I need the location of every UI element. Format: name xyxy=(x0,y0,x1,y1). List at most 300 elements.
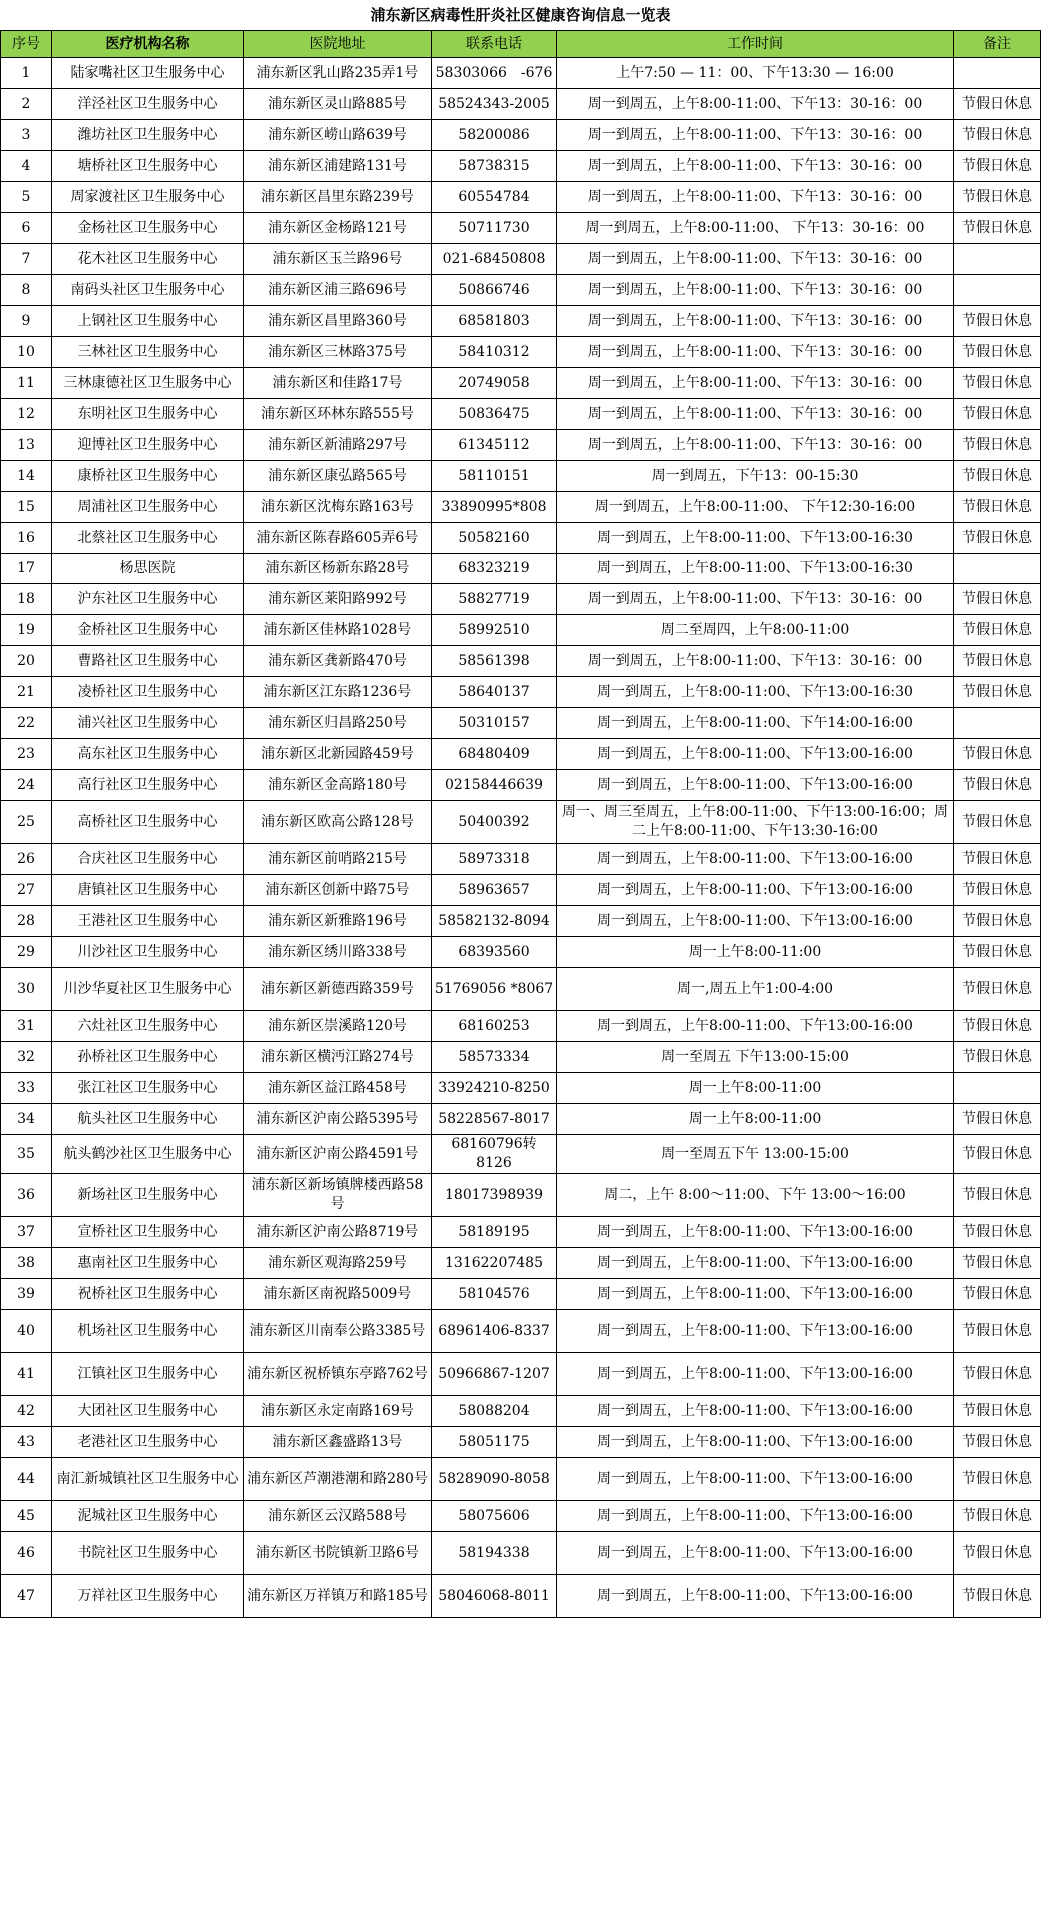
cell-remarks xyxy=(954,708,1041,739)
cell-hours: 周一到周五，上午8:00-11:00、下午13:00-16:00 xyxy=(557,1396,954,1427)
cell-address: 浦东新区三林路375号 xyxy=(244,337,432,368)
table-row xyxy=(1,58,1041,89)
cell-address: 浦东新区新雅路196号 xyxy=(244,906,432,937)
cell-address: 浦东新区沪南公路4591号 xyxy=(244,1135,432,1174)
table-row xyxy=(1,875,1041,906)
cell-index: 43 xyxy=(1,1427,52,1458)
cell-phone: 50310157 xyxy=(432,708,557,739)
cell-phone: 13162207485 xyxy=(432,1248,557,1279)
table-row xyxy=(1,584,1041,615)
cell-remarks: 节假日休息 xyxy=(954,1310,1041,1353)
cell-institution: 万祥社区卫生服务中心 xyxy=(52,1575,244,1618)
cell-remarks: 节假日休息 xyxy=(954,937,1041,968)
table-body xyxy=(1,58,1041,1618)
cell-address: 浦东新区沪南公路5395号 xyxy=(244,1104,432,1135)
table-row xyxy=(1,615,1041,646)
cell-hours: 周一,周五上午1:00-4:00 xyxy=(557,968,954,1011)
cell-institution: 高东社区卫生服务中心 xyxy=(52,739,244,770)
cell-institution: 祝桥社区卫生服务中心 xyxy=(52,1279,244,1310)
cell-hours: 周一上午8:00-11:00 xyxy=(557,1104,954,1135)
cell-index: 30 xyxy=(1,968,52,1011)
table-row xyxy=(1,1073,1041,1104)
cell-institution: 书院社区卫生服务中心 xyxy=(52,1532,244,1575)
cell-phone: 33924210-8250 xyxy=(432,1073,557,1104)
cell-remarks: 节假日休息 xyxy=(954,89,1041,120)
table-row xyxy=(1,1501,1041,1532)
cell-hours: 周一到周五，上午8:00-11:00、下午13:00-16:00 xyxy=(557,770,954,801)
cell-address: 浦东新区万祥镇万和路185号 xyxy=(244,1575,432,1618)
cell-remarks: 节假日休息 xyxy=(954,801,1041,844)
cell-index: 10 xyxy=(1,337,52,368)
cell-hours: 周一到周五，上午8:00-11:00、 下午13：30-16：00 xyxy=(557,213,954,244)
table-row xyxy=(1,1279,1041,1310)
cell-remarks: 节假日休息 xyxy=(954,523,1041,554)
cell-institution: 三林社区卫生服务中心 xyxy=(52,337,244,368)
cell-hours: 周一到周五，下午13：00-15:30 xyxy=(557,461,954,492)
cell-address: 浦东新区浦三路696号 xyxy=(244,275,432,306)
cell-index: 46 xyxy=(1,1532,52,1575)
cell-remarks: 节假日休息 xyxy=(954,182,1041,213)
cell-institution: 沪东社区卫生服务中心 xyxy=(52,584,244,615)
cell-address: 浦东新区川南奉公路3385号 xyxy=(244,1310,432,1353)
cell-hours: 周一到周五，上午8:00-11:00、下午13：30-16：00 xyxy=(557,337,954,368)
cell-index: 21 xyxy=(1,677,52,708)
cell-hours: 周一到周五，上午8:00-11:00、下午13:00-16:00 xyxy=(557,1217,954,1248)
header-address: 医院地址 xyxy=(244,31,432,58)
table-row xyxy=(1,1104,1041,1135)
cell-phone: 58827719 xyxy=(432,584,557,615)
cell-index: 26 xyxy=(1,844,52,875)
clinic-table xyxy=(0,30,1041,1618)
table-row xyxy=(1,1458,1041,1501)
cell-institution: 北蔡社区卫生服务中心 xyxy=(52,523,244,554)
cell-phone: 58051175 xyxy=(432,1427,557,1458)
cell-institution: 金杨社区卫生服务中心 xyxy=(52,213,244,244)
cell-hours: 周一到周五，上午8:00-11:00、下午13：30-16：00 xyxy=(557,584,954,615)
cell-address: 浦东新区南祝路5009号 xyxy=(244,1279,432,1310)
cell-hours: 周一到周五，上午8:00-11:00、下午14:00-16:00 xyxy=(557,708,954,739)
cell-address: 浦东新区益江路458号 xyxy=(244,1073,432,1104)
cell-remarks: 节假日休息 xyxy=(954,1174,1041,1217)
cell-phone: 50400392 xyxy=(432,801,557,844)
cell-address: 浦东新区归昌路250号 xyxy=(244,708,432,739)
cell-hours: 周一到周五，上午8:00-11:00、下午13：30-16：00 xyxy=(557,306,954,337)
cell-hours: 周一到周五，上午8:00-11:00、下午13：30-16：00 xyxy=(557,646,954,677)
cell-index: 34 xyxy=(1,1104,52,1135)
cell-hours: 周一到周五，上午8:00-11:00、下午13:00-16:00 xyxy=(557,1279,954,1310)
cell-address: 浦东新区灵山路885号 xyxy=(244,89,432,120)
cell-phone: 58104576 xyxy=(432,1279,557,1310)
cell-address: 浦东新区金杨路121号 xyxy=(244,213,432,244)
table-row xyxy=(1,1310,1041,1353)
cell-address: 浦东新区沪南公路8719号 xyxy=(244,1217,432,1248)
cell-address: 浦东新区浦建路131号 xyxy=(244,151,432,182)
cell-institution: 江镇社区卫生服务中心 xyxy=(52,1353,244,1396)
cell-hours: 周一到周五，上午8:00-11:00、下午13：30-16：00 xyxy=(557,399,954,430)
cell-remarks: 节假日休息 xyxy=(954,337,1041,368)
cell-institution: 老港社区卫生服务中心 xyxy=(52,1427,244,1458)
cell-address: 浦东新区创新中路75号 xyxy=(244,875,432,906)
cell-index: 37 xyxy=(1,1217,52,1248)
cell-hours: 周一到周五，上午8:00-11:00、下午13:00-16:00 xyxy=(557,1248,954,1279)
cell-address: 浦东新区新浦路297号 xyxy=(244,430,432,461)
cell-institution: 南汇新城镇社区卫生服务中心 xyxy=(52,1458,244,1501)
cell-address: 浦东新区佳林路1028号 xyxy=(244,615,432,646)
table-row xyxy=(1,89,1041,120)
cell-index: 47 xyxy=(1,1575,52,1618)
cell-index: 7 xyxy=(1,244,52,275)
cell-phone: 58194338 xyxy=(432,1532,557,1575)
cell-remarks: 节假日休息 xyxy=(954,1217,1041,1248)
cell-phone: 68160796转8126 xyxy=(432,1135,557,1174)
cell-institution: 花木社区卫生服务中心 xyxy=(52,244,244,275)
cell-address: 浦东新区新场镇牌楼西路58号 xyxy=(244,1174,432,1217)
cell-phone: 58410312 xyxy=(432,337,557,368)
cell-index: 44 xyxy=(1,1458,52,1501)
cell-phone: 58110151 xyxy=(432,461,557,492)
cell-institution: 机场社区卫生服务中心 xyxy=(52,1310,244,1353)
cell-index: 4 xyxy=(1,151,52,182)
cell-phone: 58582132-8094 xyxy=(432,906,557,937)
table-row xyxy=(1,801,1041,844)
table-row xyxy=(1,1532,1041,1575)
cell-remarks: 节假日休息 xyxy=(954,968,1041,1011)
cell-address: 浦东新区沈梅东路163号 xyxy=(244,492,432,523)
cell-remarks: 节假日休息 xyxy=(954,461,1041,492)
cell-phone: 58046068-8011 xyxy=(432,1575,557,1618)
header-phone: 联系电话 xyxy=(432,31,557,58)
cell-index: 6 xyxy=(1,213,52,244)
cell-hours: 周一到周五，上午8:00-11:00、下午13：30-16：00 xyxy=(557,275,954,306)
cell-institution: 周浦社区卫生服务中心 xyxy=(52,492,244,523)
cell-hours: 周一到周五，上午8:00-11:00、下午13：30-16：00 xyxy=(557,151,954,182)
cell-institution: 孙桥社区卫生服务中心 xyxy=(52,1042,244,1073)
table-header-row xyxy=(1,31,1041,58)
cell-hours: 周一到周五，上午8:00-11:00、下午13:00-16:00 xyxy=(557,1427,954,1458)
cell-phone: 58303066 -676 xyxy=(432,58,557,89)
cell-phone: 68581803 xyxy=(432,306,557,337)
cell-hours: 周一到周五，上午8:00-11:00、下午13:00-16:00 xyxy=(557,844,954,875)
cell-phone: 61345112 xyxy=(432,430,557,461)
cell-index: 25 xyxy=(1,801,52,844)
table-row xyxy=(1,430,1041,461)
cell-remarks: 节假日休息 xyxy=(954,646,1041,677)
cell-hours: 周一到周五，上午8:00-11:00、下午13:00-16:00 xyxy=(557,1501,954,1532)
table-row xyxy=(1,1248,1041,1279)
cell-remarks: 节假日休息 xyxy=(954,1396,1041,1427)
table-row xyxy=(1,646,1041,677)
cell-index: 23 xyxy=(1,739,52,770)
table-row xyxy=(1,770,1041,801)
cell-address: 浦东新区前哨路215号 xyxy=(244,844,432,875)
table-row xyxy=(1,1174,1041,1217)
cell-address: 浦东新区康弘路565号 xyxy=(244,461,432,492)
table-row xyxy=(1,1042,1041,1073)
table-row xyxy=(1,844,1041,875)
cell-index: 16 xyxy=(1,523,52,554)
cell-address: 浦东新区观海路259号 xyxy=(244,1248,432,1279)
cell-institution: 航头社区卫生服务中心 xyxy=(52,1104,244,1135)
cell-remarks: 节假日休息 xyxy=(954,875,1041,906)
cell-index: 32 xyxy=(1,1042,52,1073)
cell-remarks: 节假日休息 xyxy=(954,844,1041,875)
header-institution: 医疗机构名称 xyxy=(52,31,244,58)
cell-institution: 川沙华夏社区卫生服务中心 xyxy=(52,968,244,1011)
cell-index: 33 xyxy=(1,1073,52,1104)
cell-remarks: 节假日休息 xyxy=(954,1501,1041,1532)
cell-phone: 58200086 xyxy=(432,120,557,151)
cell-institution: 宣桥社区卫生服务中心 xyxy=(52,1217,244,1248)
cell-institution: 航头鹤沙社区卫生服务中心 xyxy=(52,1135,244,1174)
cell-address: 浦东新区杨新东路28号 xyxy=(244,554,432,584)
cell-index: 39 xyxy=(1,1279,52,1310)
cell-hours: 周一到周五，上午8:00-11:00、下午13:00-16:00 xyxy=(557,1353,954,1396)
cell-remarks: 节假日休息 xyxy=(954,213,1041,244)
table-row xyxy=(1,120,1041,151)
cell-institution: 大团社区卫生服务中心 xyxy=(52,1396,244,1427)
table-row xyxy=(1,1011,1041,1042)
table-row xyxy=(1,213,1041,244)
cell-hours: 周一到周五，上午8:00-11:00、下午13：30-16：00 xyxy=(557,368,954,399)
table-row xyxy=(1,937,1041,968)
cell-institution: 高行社区卫生服务中心 xyxy=(52,770,244,801)
cell-phone: 20749058 xyxy=(432,368,557,399)
cell-remarks xyxy=(954,1073,1041,1104)
cell-institution: 潍坊社区卫生服务中心 xyxy=(52,120,244,151)
table-row xyxy=(1,275,1041,306)
cell-institution: 唐镇社区卫生服务中心 xyxy=(52,875,244,906)
cell-phone: 68323219 xyxy=(432,554,557,584)
cell-index: 45 xyxy=(1,1501,52,1532)
cell-remarks: 节假日休息 xyxy=(954,1011,1041,1042)
cell-phone: 58738315 xyxy=(432,151,557,182)
cell-index: 1 xyxy=(1,58,52,89)
cell-remarks: 节假日休息 xyxy=(954,739,1041,770)
table-row xyxy=(1,1135,1041,1174)
table-row xyxy=(1,306,1041,337)
cell-institution: 川沙社区卫生服务中心 xyxy=(52,937,244,968)
table-row xyxy=(1,337,1041,368)
cell-phone: 58524343-2005 xyxy=(432,89,557,120)
cell-institution: 东明社区卫生服务中心 xyxy=(52,399,244,430)
cell-institution: 南码头社区卫生服务中心 xyxy=(52,275,244,306)
cell-hours: 周一到周五，上午8:00-11:00、下午13:00-16:00 xyxy=(557,1575,954,1618)
cell-address: 浦东新区欧高公路128号 xyxy=(244,801,432,844)
cell-address: 浦东新区和佳路17号 xyxy=(244,368,432,399)
cell-index: 14 xyxy=(1,461,52,492)
cell-remarks: 节假日休息 xyxy=(954,151,1041,182)
cell-remarks: 节假日休息 xyxy=(954,906,1041,937)
table-row xyxy=(1,399,1041,430)
cell-remarks: 节假日休息 xyxy=(954,1135,1041,1174)
cell-institution: 凌桥社区卫生服务中心 xyxy=(52,677,244,708)
cell-index: 17 xyxy=(1,554,52,584)
cell-remarks: 节假日休息 xyxy=(954,1279,1041,1310)
cell-phone: 58573334 xyxy=(432,1042,557,1073)
cell-index: 29 xyxy=(1,937,52,968)
cell-address: 浦东新区崇溪路120号 xyxy=(244,1011,432,1042)
header-index: 序号 xyxy=(1,31,52,58)
cell-index: 11 xyxy=(1,368,52,399)
cell-address: 浦东新区云汉路588号 xyxy=(244,1501,432,1532)
table-row xyxy=(1,677,1041,708)
cell-hours: 周二至周四，上午8:00-11:00 xyxy=(557,615,954,646)
cell-institution: 泥城社区卫生服务中心 xyxy=(52,1501,244,1532)
table-row xyxy=(1,182,1041,213)
cell-institution: 杨思医院 xyxy=(52,554,244,584)
cell-address: 浦东新区昌里东路239号 xyxy=(244,182,432,213)
cell-phone: 58075606 xyxy=(432,1501,557,1532)
table-row xyxy=(1,906,1041,937)
cell-hours: 周二，上午 8:00～11:00、下午 13:00～16:00 xyxy=(557,1174,954,1217)
page-title: 浦东新区病毒性肝炎社区健康咨询信息一览表 xyxy=(370,6,671,24)
table-row xyxy=(1,244,1041,275)
cell-phone: 33890995*808 xyxy=(432,492,557,523)
cell-remarks: 节假日休息 xyxy=(954,1575,1041,1618)
cell-address: 浦东新区芦潮港潮和路280号 xyxy=(244,1458,432,1501)
cell-institution: 高桥社区卫生服务中心 xyxy=(52,801,244,844)
cell-institution: 浦兴社区卫生服务中心 xyxy=(52,708,244,739)
cell-remarks: 节假日休息 xyxy=(954,306,1041,337)
cell-index: 2 xyxy=(1,89,52,120)
cell-institution: 三林康德社区卫生服务中心 xyxy=(52,368,244,399)
cell-address: 浦东新区永定南路169号 xyxy=(244,1396,432,1427)
cell-index: 18 xyxy=(1,584,52,615)
cell-hours: 周一、周三至周五，上午8:00-11:00、下午13:00-16:00；周二上午8:00-11:00、下午13:30-16:00 xyxy=(557,801,954,844)
cell-institution: 惠南社区卫生服务中心 xyxy=(52,1248,244,1279)
cell-remarks: 节假日休息 xyxy=(954,1353,1041,1396)
cell-hours: 周一上午8:00-11:00 xyxy=(557,937,954,968)
cell-hours: 周一到周五，上午8:00-11:00、下午13:00-16:30 xyxy=(557,523,954,554)
cell-phone: 58561398 xyxy=(432,646,557,677)
cell-phone: 58088204 xyxy=(432,1396,557,1427)
table-row xyxy=(1,1427,1041,1458)
cell-hours: 周一到周五，上午8:00-11:00、下午13：30-16：00 xyxy=(557,430,954,461)
cell-phone: 50836475 xyxy=(432,399,557,430)
table-row xyxy=(1,1217,1041,1248)
cell-hours: 周一到周五，上午8:00-11:00、下午13:00-16:00 xyxy=(557,1532,954,1575)
cell-index: 19 xyxy=(1,615,52,646)
table-row xyxy=(1,1575,1041,1618)
cell-index: 36 xyxy=(1,1174,52,1217)
table-row xyxy=(1,554,1041,584)
cell-address: 浦东新区环林东路555号 xyxy=(244,399,432,430)
cell-index: 28 xyxy=(1,906,52,937)
cell-index: 27 xyxy=(1,875,52,906)
cell-hours: 周一到周五，上午8:00-11:00、下午13:00-16:00 xyxy=(557,739,954,770)
header-hours: 工作时间 xyxy=(557,31,954,58)
cell-phone: 50711730 xyxy=(432,213,557,244)
table-row xyxy=(1,739,1041,770)
cell-hours: 周一到周五，上午8:00-11:00、下午13:00-16:30 xyxy=(557,554,954,584)
cell-hours: 周一到周五，上午8:00-11:00、下午13:00-16:00 xyxy=(557,875,954,906)
cell-hours: 周一到周五，上午8:00-11:00、下午13:00-16:30 xyxy=(557,677,954,708)
cell-institution: 新场社区卫生服务中心 xyxy=(52,1174,244,1217)
cell-hours: 周一到周五，上午8:00-11:00、 下午12:30-16:00 xyxy=(557,492,954,523)
cell-address: 浦东新区乳山路235弄1号 xyxy=(244,58,432,89)
cell-remarks: 节假日休息 xyxy=(954,615,1041,646)
cell-hours: 周一到周五，上午8:00-11:00、下午13：30-16：00 xyxy=(557,182,954,213)
cell-index: 13 xyxy=(1,430,52,461)
cell-index: 12 xyxy=(1,399,52,430)
cell-remarks: 节假日休息 xyxy=(954,1104,1041,1135)
cell-remarks: 节假日休息 xyxy=(954,120,1041,151)
cell-phone: 02158446639 xyxy=(432,770,557,801)
cell-phone: 58640137 xyxy=(432,677,557,708)
cell-phone: 68393560 xyxy=(432,937,557,968)
cell-hours: 周一到周五，上午8:00-11:00、下午13:00-16:00 xyxy=(557,1011,954,1042)
cell-remarks xyxy=(954,244,1041,275)
cell-hours: 周一到周五，上午8:00-11:00、下午13:00-16:00 xyxy=(557,1458,954,1501)
cell-remarks: 节假日休息 xyxy=(954,368,1041,399)
cell-index: 24 xyxy=(1,770,52,801)
cell-institution: 六灶社区卫生服务中心 xyxy=(52,1011,244,1042)
cell-index: 5 xyxy=(1,182,52,213)
cell-index: 40 xyxy=(1,1310,52,1353)
cell-institution: 曹路社区卫生服务中心 xyxy=(52,646,244,677)
cell-address: 浦东新区崂山路639号 xyxy=(244,120,432,151)
cell-index: 22 xyxy=(1,708,52,739)
cell-hours: 周一到周五，上午8:00-11:00、下午13:00-16:00 xyxy=(557,1310,954,1353)
cell-phone: 58189195 xyxy=(432,1217,557,1248)
table-row xyxy=(1,368,1041,399)
cell-phone: 50966867-1207 xyxy=(432,1353,557,1396)
cell-phone: 58973318 xyxy=(432,844,557,875)
cell-remarks: 节假日休息 xyxy=(954,492,1041,523)
cell-address: 浦东新区玉兰路96号 xyxy=(244,244,432,275)
table-row xyxy=(1,1396,1041,1427)
cell-phone: 021-68450808 xyxy=(432,244,557,275)
cell-address: 浦东新区祝桥镇东亭路762号 xyxy=(244,1353,432,1396)
cell-address: 浦东新区鑫盛路13号 xyxy=(244,1427,432,1458)
cell-index: 8 xyxy=(1,275,52,306)
cell-hours: 周一到周五，上午8:00-11:00、下午13:00-16:00 xyxy=(557,906,954,937)
cell-institution: 洋泾社区卫生服务中心 xyxy=(52,89,244,120)
cell-remarks: 节假日休息 xyxy=(954,1042,1041,1073)
cell-address: 浦东新区北新园路459号 xyxy=(244,739,432,770)
cell-remarks: 节假日休息 xyxy=(954,584,1041,615)
cell-hours: 周一至周五 下午13:00-15:00 xyxy=(557,1042,954,1073)
cell-remarks xyxy=(954,554,1041,584)
cell-institution: 合庆社区卫生服务中心 xyxy=(52,844,244,875)
cell-hours: 周一到周五，上午8:00-11:00、下午13：30-16：00 xyxy=(557,120,954,151)
cell-phone: 58963657 xyxy=(432,875,557,906)
cell-address: 浦东新区横沔江路274号 xyxy=(244,1042,432,1073)
cell-phone: 50582160 xyxy=(432,523,557,554)
table-row xyxy=(1,151,1041,182)
cell-index: 15 xyxy=(1,492,52,523)
cell-phone: 50866746 xyxy=(432,275,557,306)
cell-address: 浦东新区江东路1236号 xyxy=(244,677,432,708)
cell-remarks xyxy=(954,58,1041,89)
table-row xyxy=(1,492,1041,523)
cell-institution: 迎博社区卫生服务中心 xyxy=(52,430,244,461)
cell-institution: 王港社区卫生服务中心 xyxy=(52,906,244,937)
cell-phone: 68961406-8337 xyxy=(432,1310,557,1353)
header-remarks: 备注 xyxy=(954,31,1041,58)
cell-address: 浦东新区陈春路605弄6号 xyxy=(244,523,432,554)
cell-institution: 塘桥社区卫生服务中心 xyxy=(52,151,244,182)
cell-index: 9 xyxy=(1,306,52,337)
cell-index: 20 xyxy=(1,646,52,677)
cell-index: 38 xyxy=(1,1248,52,1279)
cell-institution: 上钢社区卫生服务中心 xyxy=(52,306,244,337)
cell-phone: 18017398939 xyxy=(432,1174,557,1217)
cell-remarks xyxy=(954,275,1041,306)
table-row xyxy=(1,1353,1041,1396)
cell-hours: 上午7:50 — 11：00、下午13:30 — 16:00 xyxy=(557,58,954,89)
cell-phone: 58228567-8017 xyxy=(432,1104,557,1135)
